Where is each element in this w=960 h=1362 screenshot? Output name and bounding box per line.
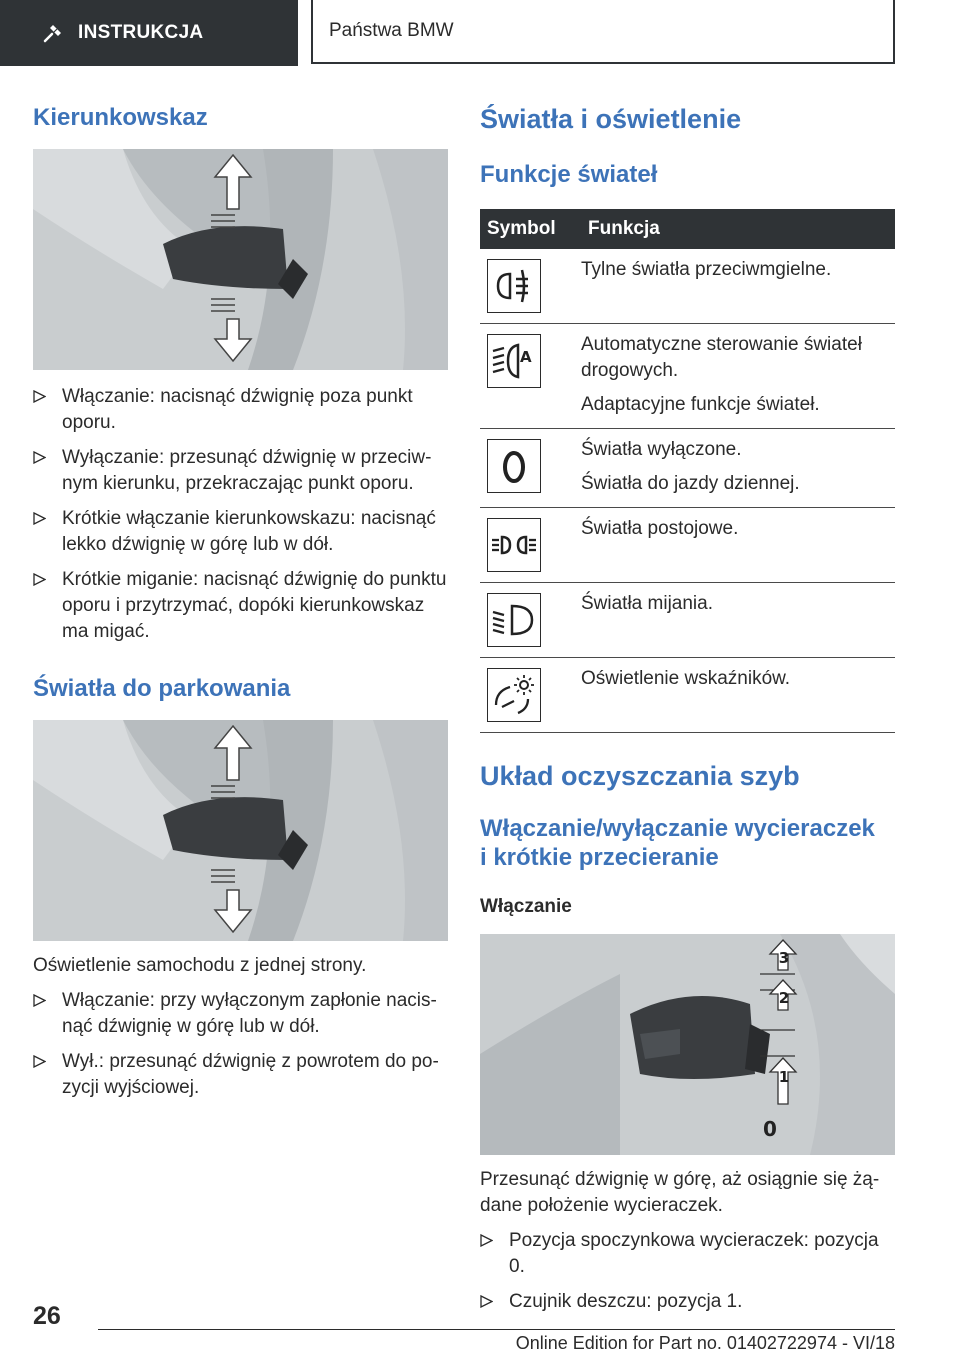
column-header-function: Funkcja xyxy=(581,209,895,249)
function-text: Oświetlenie wskaźników. xyxy=(581,668,791,689)
turn-signal-list xyxy=(33,384,448,645)
table-row xyxy=(480,429,895,508)
instrument-lighting-icon xyxy=(488,669,540,721)
bullet-triangle-icon xyxy=(33,1055,46,1068)
list-item xyxy=(33,1049,448,1101)
bullet-triangle-icon xyxy=(480,1234,493,1247)
header-tab-label: INSTRUKCJA xyxy=(78,22,204,43)
table-row xyxy=(480,583,895,658)
bullet-triangle-icon xyxy=(480,1295,493,1308)
table-row xyxy=(480,508,895,583)
position-2-label: 2 xyxy=(778,989,790,1007)
list-item xyxy=(33,506,448,558)
left-column xyxy=(33,100,448,1110)
list-item xyxy=(480,1228,895,1280)
footer-divider xyxy=(98,1329,895,1330)
list-item xyxy=(33,567,448,645)
wiper-lever-illustration xyxy=(480,934,895,1155)
footer-edition: Online Edition for Part no. 01402722974 - VI/18 xyxy=(515,1333,895,1353)
column-header-symbol: Symbol xyxy=(480,209,581,249)
function-text: Światła mijania. xyxy=(581,593,713,614)
list-item xyxy=(33,445,448,497)
list-item-text: Włączanie: nacisnąć dźwignię poza punkt oporu. xyxy=(62,386,413,433)
position-3-label: 3 xyxy=(778,949,790,967)
parking-lights-icon xyxy=(488,519,540,571)
switch-on-heading: Włączanie xyxy=(480,896,572,917)
table-row xyxy=(480,324,895,429)
bullet-triangle-icon xyxy=(33,994,46,1007)
bullet-triangle-icon xyxy=(33,512,46,525)
function-text: Adaptacyjne funkcje świateł. xyxy=(581,394,820,415)
parking-lights-heading: Światła do parkowania xyxy=(33,675,291,702)
function-text: Światła wyłączone. xyxy=(581,439,742,460)
parking-list xyxy=(33,988,448,1101)
wiper-instruction-text: Przesunąć dźwignię w górę, aż osiągnie się żądane położenie wycieraczek. xyxy=(480,1169,880,1216)
right-column xyxy=(480,100,895,1324)
table-row xyxy=(480,249,895,324)
position-1-label: 1 xyxy=(778,1068,790,1086)
low-beam-icon xyxy=(488,594,540,646)
lights-off-icon xyxy=(488,440,540,492)
list-item xyxy=(480,1289,895,1315)
bullet-triangle-icon xyxy=(33,390,46,403)
list-item-text: Krótkie włączanie kierunkowskazu: nacisnąć lekko dźwignię w górę lub w dół. xyxy=(62,508,436,555)
list-item xyxy=(33,988,448,1040)
function-text: Światła postojowe. xyxy=(581,518,739,539)
list-item-text: Czujnik deszczu: pozycja 1. xyxy=(509,1291,743,1312)
function-text: Tylne światła przeciwmgielne. xyxy=(581,259,832,280)
table-header-row xyxy=(480,209,895,249)
bmw-pin-icon xyxy=(42,22,64,44)
wiper-system-heading: Układ oczyszczania szyb xyxy=(480,761,800,791)
list-item-text: Włączanie: przy wyłączonym zapłonie nacisnąć dźwignię w górę lub w dół. xyxy=(62,990,437,1037)
parking-lights-lever-illustration xyxy=(33,720,448,941)
function-text: Automatyczne sterowanie świateł drogowych. xyxy=(581,334,862,381)
turn-signal-lever-illustration xyxy=(33,149,448,370)
turn-signal-heading: Kierunkowskaz xyxy=(33,104,208,131)
rear-fog-light-icon xyxy=(488,260,540,312)
bullet-triangle-icon xyxy=(33,573,46,586)
header-section-title xyxy=(311,0,895,64)
svg-text:A: A xyxy=(520,348,532,366)
list-item-text: Wyłączanie: przesunąć dźwignię w przeciwnym kierunku, przekraczając punkt oporu. xyxy=(62,447,432,494)
parking-intro-text: Oświetlenie samochodu z jednej strony. xyxy=(33,955,367,976)
header-tab xyxy=(0,0,298,66)
page-number: 26 xyxy=(33,1302,61,1330)
list-item-text: Krótkie miganie: nacisnąć dźwignię do punktu oporu i przytrzymać, dopóki kierunkowskaz ma migać. xyxy=(62,569,447,642)
light-functions-table xyxy=(480,209,895,733)
position-0-label: 0 xyxy=(763,1117,777,1141)
list-item xyxy=(33,384,448,436)
header-box-label: Państwa BMW xyxy=(329,20,454,41)
list-item-text: Wył.: przesunąć dźwignię z powrotem do pozycji wyjściowej. xyxy=(62,1051,439,1098)
list-item-text: Pozycja spoczynkowa wycieraczek: pozycja 0. xyxy=(509,1230,879,1277)
wiper-on-off-heading: Włączanie/wyłączanie wycieraczek i krótkie przecieranie xyxy=(480,815,875,871)
table-row xyxy=(480,658,895,733)
bullet-triangle-icon xyxy=(33,451,46,464)
function-text: Światła do jazdy dziennej. xyxy=(581,473,800,494)
light-functions-heading: Funkcje świateł xyxy=(480,161,658,188)
auto-headlight-icon xyxy=(488,335,540,387)
lights-heading: Światła i oświetlenie xyxy=(480,104,742,134)
wiper-list xyxy=(480,1228,895,1315)
